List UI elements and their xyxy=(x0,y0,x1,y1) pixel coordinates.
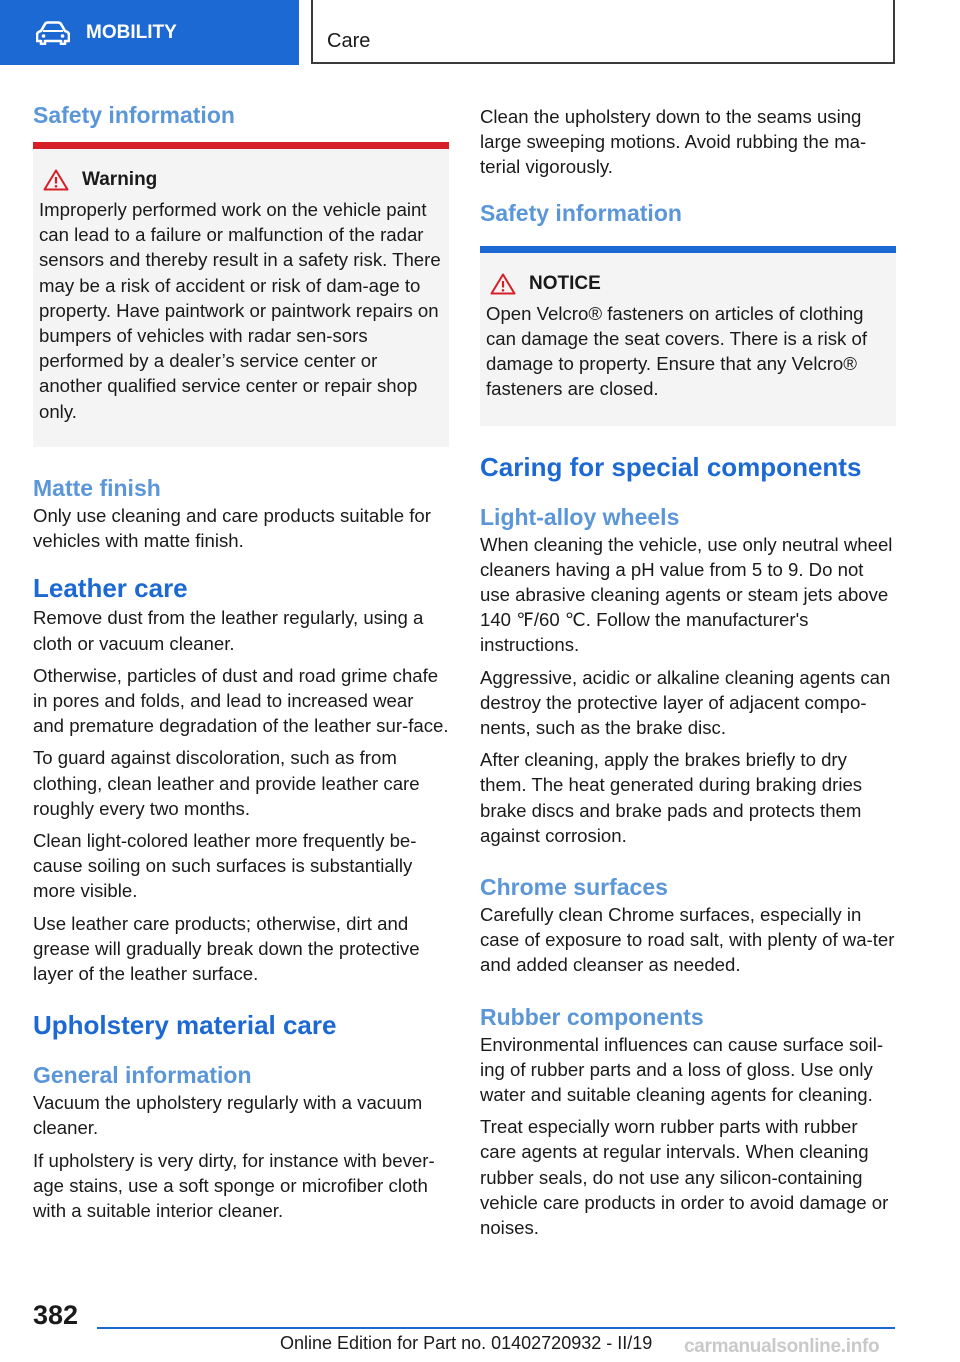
warning-title: Warning xyxy=(82,169,158,190)
page-number: 382 xyxy=(33,1300,79,1330)
leather-care-paragraph: Use leather care products; otherwise, dirt and grease will gradually break down the protective layer of the leather surface. xyxy=(33,912,420,985)
warning-text: Improperly performed work on the vehicle paint can lead to a failure or malfunction of the radar sensors and thereby result in a safety risk. There may be a risk of accident or risk of dam‐age to property. Have paintwork or paintwork repairs on bumpers of vehicles with radar sen‐sors performed by a dealer’s service center or another qualified service center or repair shop only. xyxy=(39,199,441,422)
upholstery-care-heading: Upholstery material care xyxy=(33,1010,337,1041)
footer-divider xyxy=(97,1327,895,1329)
general-information-heading: General information xyxy=(33,1062,252,1089)
watermark: carmanualsonline.info xyxy=(684,1336,880,1357)
chrome-surfaces-heading: Chrome surfaces xyxy=(480,874,668,901)
light-alloy-wheels-paragraph: When cleaning the vehicle, use only neutral wheel cleaners having a pH value from 5 to 9. Do not use abrasive cleaning agents or steam jets above 140 ℉/60 ℃. Follow the manufacturer's instructions. xyxy=(480,533,893,656)
chapter-title: Care xyxy=(327,30,371,52)
safety-information-heading: Safety information xyxy=(480,199,682,226)
leather-care-paragraph: Clean light-colored leather more frequently be‐cause soiling on such surfaces is substantially more visible. xyxy=(33,830,417,902)
upholstery-cleaning-text: Clean the upholstery down to the seams using large sweeping motions. Avoid rubbing the ma‐terial vigorously. xyxy=(480,106,867,178)
matte-finish-text: Only use cleaning and care products suitable for vehicles with matte finish. xyxy=(33,505,431,552)
notice-box xyxy=(480,246,896,426)
chrome-surfaces-text: Carefully clean Chrome surfaces, especially in case of exposure to road salt, with plenty of wa‐ter and added cleanser as needed. xyxy=(480,904,895,976)
matte-finish-heading: Matte finish xyxy=(33,475,161,501)
leather-care-heading: Leather care xyxy=(33,573,188,604)
light-alloy-wheels-paragraph: Aggressive, acidic or alkaline cleaning agents can destroy the protective layer of adjacent compo‐nents, such as the brake disc. xyxy=(480,666,891,739)
warning-icon xyxy=(43,169,69,191)
leather-care-paragraph: Remove dust from the leather regularly, using a cloth or vacuum cleaner. xyxy=(33,607,424,654)
chapter-tab xyxy=(311,0,895,64)
car-icon xyxy=(36,21,70,45)
light-alloy-wheels-paragraph: After cleaning, apply the brakes briefly to dry them. The heat generated during braking dries brake discs and brake pads and protects them against corrosion. xyxy=(480,749,863,846)
rubber-components-heading: Rubber components xyxy=(480,1003,704,1030)
right-column xyxy=(480,104,896,1247)
warning-title-row xyxy=(39,169,441,191)
safety-information-heading: Safety information xyxy=(33,102,235,128)
notice-title: NOTICE xyxy=(529,272,601,294)
special-components-heading: Caring for special components xyxy=(480,451,862,482)
light-alloy-wheels-heading: Light-alloy wheels xyxy=(480,503,680,530)
general-information-paragraph: If upholstery is very dirty, for instance with bever‐age stains, use a soft sponge or microfiber cloth with a suitable interior cleaner. xyxy=(33,1149,435,1222)
notice-text: Open Velcro® fasteners on articles of clothing can damage the seat covers. There is a risk of damage to property. Ensure that any Velcro® fasteners are closed. xyxy=(486,302,868,400)
section-tab-mobility[interactable] xyxy=(0,0,299,65)
notice-title-row xyxy=(486,273,888,295)
warning-icon xyxy=(490,273,516,295)
leather-care-paragraph: To guard against discoloration, such as from clothing, clean leather and provide leather care roughly every two months. xyxy=(33,747,420,819)
footer-edition: Online Edition for Part no. 01402720932 - II/19 xyxy=(280,1333,653,1353)
left-column xyxy=(33,100,449,1230)
section-tab-label: MOBILITY xyxy=(86,21,177,43)
leather-care-paragraph: Otherwise, particles of dust and road grime chafe in pores and folds, and lead to increased wear and premature degradation of the leather sur‐face. xyxy=(33,664,449,737)
general-information-paragraph: Vacuum the upholstery regularly with a vacuum cleaner. xyxy=(33,1092,423,1139)
warning-box xyxy=(33,142,449,447)
rubber-components-paragraph: Treat especially worn rubber parts with rubber care agents at regular intervals. When cleaning rubber seals, do not use any silicon-containing vehicle care products in order to avoid damage or noises. xyxy=(480,1116,889,1239)
rubber-components-paragraph: Environmental influences can cause surface soil‐ing of rubber parts and a loss of gloss. Use only water and suitable cleaning agents for cleaning. xyxy=(480,1033,884,1106)
